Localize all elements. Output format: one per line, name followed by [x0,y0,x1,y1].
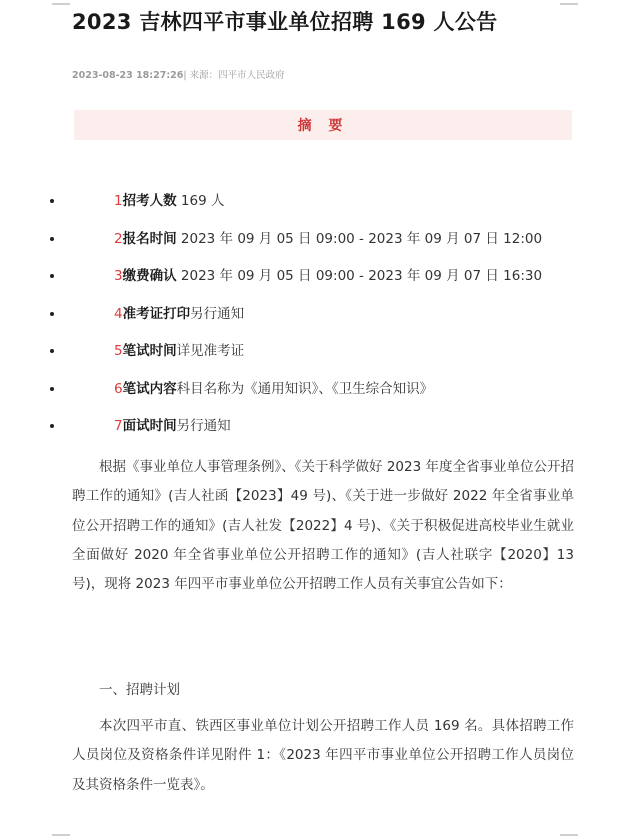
list-item-text [114,265,542,287]
corner-mark-bottom-right [560,834,578,836]
item-label: 笔试时间 [122,343,177,359]
summary-title: 摘 要 [297,118,349,134]
bullet-icon [50,349,54,353]
bullet-icon [50,312,54,316]
publish-date: 2023-08-23 18:27:26 [72,70,184,81]
section-heading: 一、招聘计划 [99,682,180,698]
bullet-icon [50,274,54,278]
list-item [0,265,629,303]
summary-header [74,110,572,140]
list-item [0,228,629,266]
list-item [0,303,629,341]
item-number: 7 [114,418,123,434]
corner-mark-top-right [560,3,578,5]
article-source: | 来源：四平市人民政府 [183,70,285,81]
item-value: 另行通知 [190,305,245,322]
list-item [0,415,629,453]
article-title: 2023 吉林四平市事业单位招聘 169 人公告 [72,10,498,34]
list-item-text [114,228,542,250]
item-value: 详见准考证 [176,343,245,359]
item-value: 2023 年 09 月 05 日 09:00 - 2023 年 09 月 07 日 12:00 [176,230,543,247]
item-number: 1 [114,193,123,209]
list-item [0,378,629,416]
list-item-text [114,340,244,362]
item-value: 2023 年 09 月 05 日 09:00 - 2023 年 09 月 07 日 16:30 [176,268,543,284]
list-item [0,340,629,378]
list-item [0,190,629,228]
item-label: 缴费确认 [122,268,177,284]
list-item-text [114,415,231,437]
item-label: 报名时间 [122,230,177,247]
item-label: 笔试内容 [122,380,177,397]
item-number: 3 [114,268,123,284]
bullet-icon [50,237,54,241]
item-number: 6 [114,380,123,397]
bullet-icon [50,387,54,391]
item-number: 4 [114,305,123,322]
bullet-icon [50,424,54,428]
plan-paragraph: 本次四平市直、铁西区事业单位计划公开招聘工作人员 169 名。具体招聘工作人员岗位及资格条件详见附件 1：《2023 年四平市事业单位公开招聘工作人员岗位及其资格条件一览表》。 [72,718,574,793]
item-label: 面试时间 [122,418,177,434]
item-label: 招考人数 [122,193,177,209]
corner-mark-bottom-left [52,834,70,836]
article-meta [72,67,285,81]
list-item-text [114,378,433,400]
intro-paragraph: 根据《事业单位人事管理条例》、《关于科学做好 2023 年度全省事业单位公开招聘工作的通知》(吉人社函【2023】49 号)、《关于进一步做好 2022 年全省事业单位公开招聘工作的通知》(吉人社发【2022】4 号)、《关于积极促进高校毕业生就业全面做好 2020 年全省事业单位公开招聘工作的通知》(吉人社联字【2020】13 号)，现将 2023 年四平市事业单位公开招聘工作人员有关事宜公告如下： [72,459,574,593]
item-value: 科目名称为《通用知识》、《卫生综合知识》 [176,380,434,397]
item-value: 169 人 [176,193,225,209]
summary-list [0,190,629,453]
bullet-icon [50,199,54,203]
list-item-text [114,303,244,325]
item-number: 2 [114,230,123,247]
corner-mark-top-left [52,3,70,5]
item-value: 另行通知 [176,418,231,434]
list-item-text [114,190,224,212]
item-number: 5 [114,343,123,359]
item-label: 准考证打印 [122,305,191,322]
